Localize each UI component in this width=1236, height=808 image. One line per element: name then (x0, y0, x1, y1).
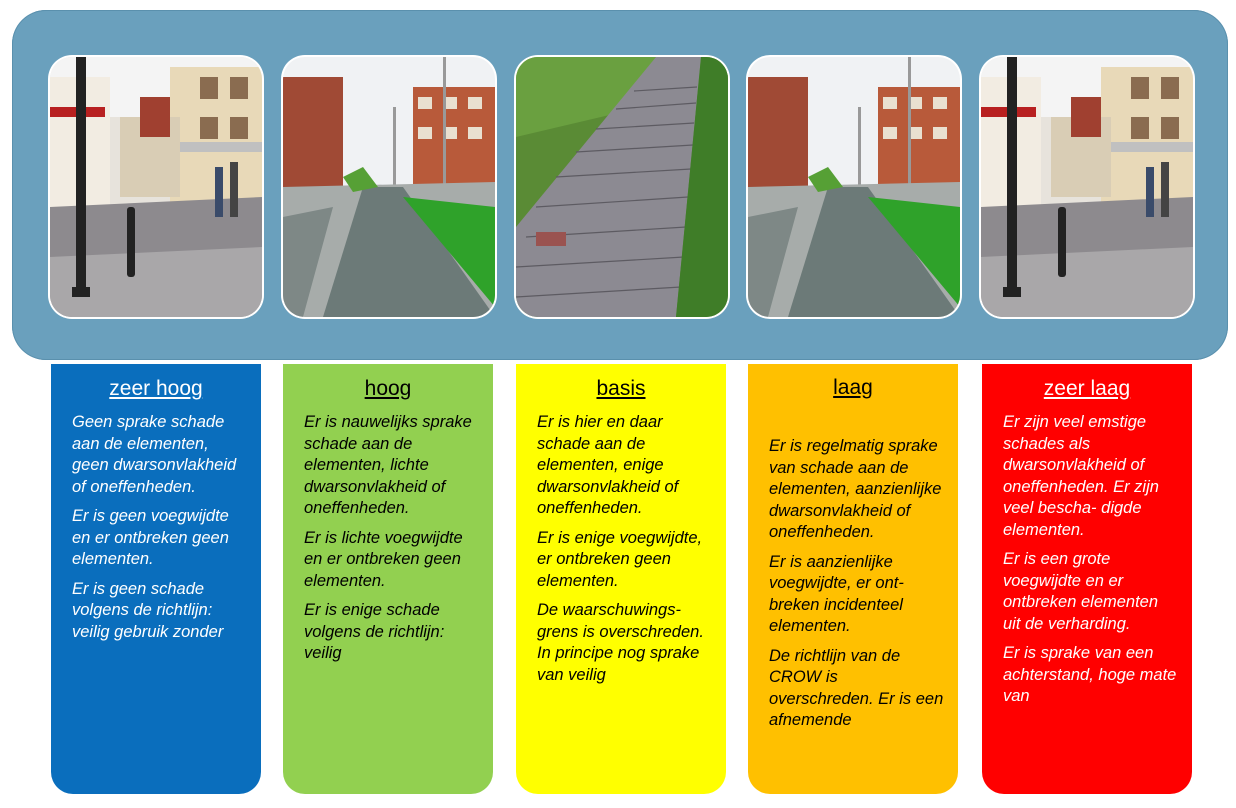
shopping-street-photo (50, 57, 262, 317)
card-paragraph: Geen sprake schade aan de elementen, geen dwarsonvlakheid of oneffenheden. (72, 413, 237, 496)
card-laag (748, 364, 958, 794)
card-paragraph: Er is sprake van een achterstand, hoge mate van (1003, 644, 1177, 705)
card-title: zeer hoog (109, 377, 203, 400)
card-paragraph: Er is lichte voegwijdte en er ontbreken geen elementen. (304, 528, 463, 590)
card-title: laag (833, 376, 873, 399)
residential-road-photo (748, 57, 960, 317)
card-paragraph: Er zijn veel emstige schades als dwarsonvlakheid of oneffenheden. Er zijn veel bescha- digde elementen. (1003, 413, 1159, 539)
card-paragraph: Er is geen voegwijdte en er ontbreken geen elementen. (72, 507, 229, 568)
card-zeer-hoog (51, 364, 261, 794)
card-zeer-laag (982, 364, 1192, 794)
card-paragraph: Er is aanzienlijke voegwijdte, er ont- breken incidenteel elementen. (769, 552, 904, 635)
card-paragraph: De richtlijn van de CROW is overschreden. Er is een afnemende (769, 646, 944, 729)
card-paragraph: Er is nauwelijks sprake schade aan de elementen, lichte dwarsonvlakheid of oneffenheden. (304, 413, 472, 517)
card-paragraph: Er is hier en daar schade aan de elementen, enige dwarsonvlakheid of oneffenheden. (537, 413, 679, 517)
card-paragraph: Er is regelmatig sprake van schade aan de elementen, aanzienlijke dwarsonvlakheid of oneffenheden. (769, 437, 942, 541)
card-hoog (283, 364, 493, 794)
residential-road-photo (283, 57, 495, 317)
card-paragraph: Er is een grote voegwijdte en er ontbreken elementen uit de verharding. (1003, 550, 1159, 633)
card-paragraph: Er is enige schade volgens de richtlijn: veilig (304, 601, 445, 662)
card-title: basis (596, 377, 646, 400)
card-paragraph: Er is enige voegwijdte, er ontbreken geen elementen. (537, 528, 703, 590)
card-body (537, 412, 712, 794)
brick-path-photo (516, 57, 728, 317)
card-paragraph: Er is geen schade volgens de richtlijn: veilig gebruik zonder (72, 579, 224, 641)
card-body (72, 412, 247, 794)
card-basis (516, 364, 726, 794)
card-body (1003, 412, 1178, 794)
card-paragraph: De waarschuwings-grens is overschreden. In principe nog sprake van veilig (537, 601, 704, 684)
card-title: zeer laag (1043, 377, 1131, 400)
card-title: hoog (364, 377, 412, 400)
card-body (769, 436, 944, 794)
card-body (304, 412, 479, 794)
shopping-street-photo (981, 57, 1193, 317)
